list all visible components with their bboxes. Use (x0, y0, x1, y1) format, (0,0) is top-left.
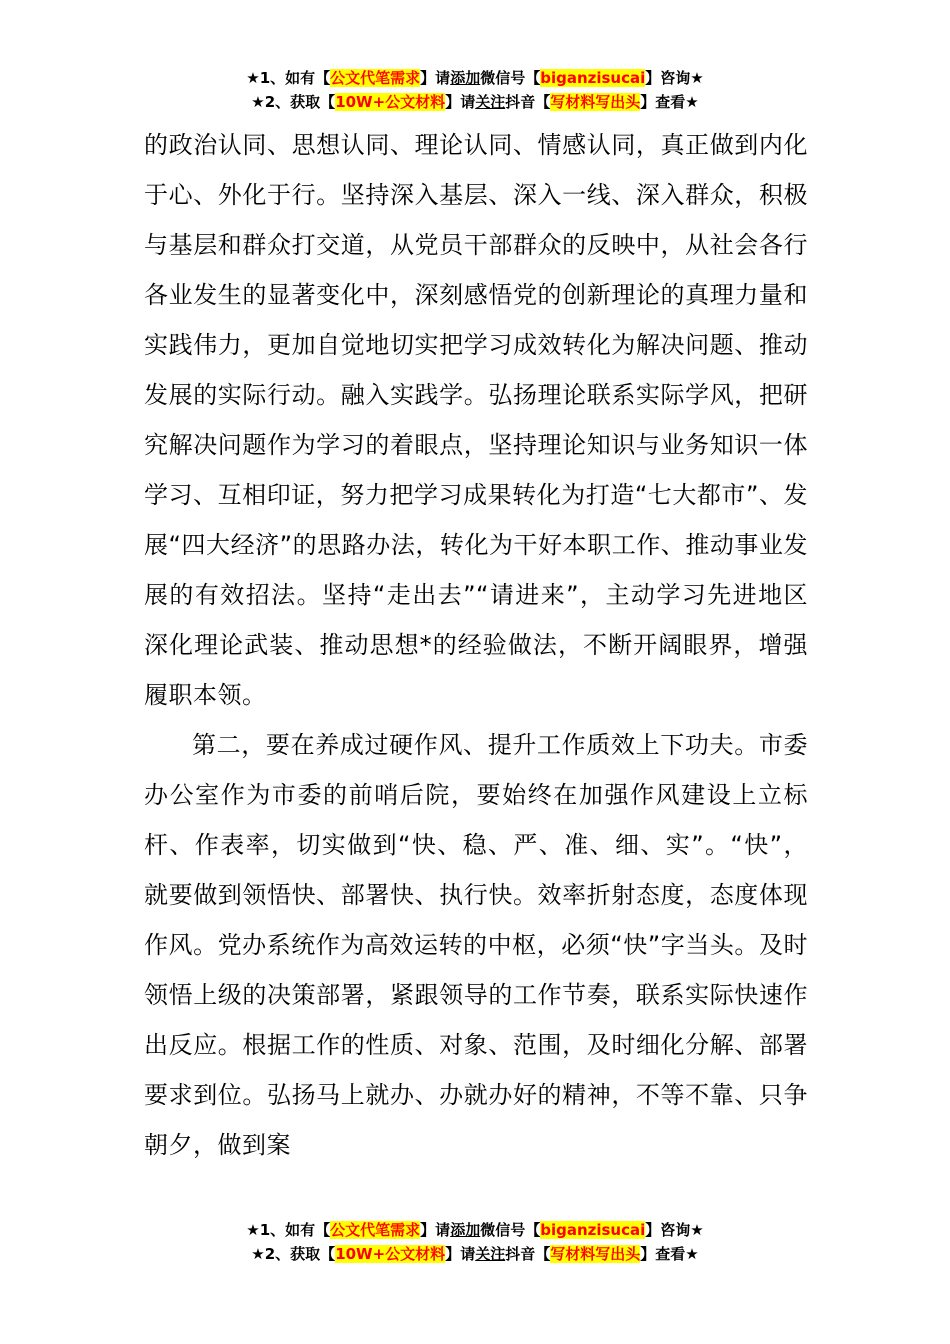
banner-text: ★1、如有【 (246, 69, 331, 87)
banner-highlight: 公文代笔需求 (330, 69, 421, 87)
banner-text: 】查看★ (640, 1245, 699, 1263)
banner-highlight: 写材料写出头 (550, 1245, 641, 1263)
banner-underlined: 关注 (475, 1245, 506, 1263)
banner-highlight: biganzisucai (540, 1221, 646, 1239)
banner-text: 抖音【 (505, 93, 551, 111)
banner-highlight: 10W+公文材料 (335, 93, 446, 111)
banner-text: 】请 (420, 1221, 451, 1239)
banner-text: ★2、获取【 (251, 1245, 336, 1263)
banner-text: 】请 (445, 1245, 476, 1263)
banner-highlight: 写材料写出头 (550, 93, 641, 111)
banner-text: 】请 (420, 69, 451, 87)
banner-line-2 (0, 90, 950, 114)
paragraph: 的政治认同、思想认同、理论认同、情感认同，真正做到内化于心、外化于行。坚持深入基层、深入一线、深入群众，积极与基层和群众打交道，从党员干部群众的反映中，从社会各行各业发生的显著变化中，深刻感悟党的创新理论的真理力量和实践伟力，更加自觉地切实把学习成效转化为解决问题、推动发展的实际行动。融入实践学。弘扬理论联系实际学风，把研究解决问题作为学习的着眼点，坚持理论知识与业务知识一体学习、互相印证，努力把学习成果转化为打造“七大都市”、发展“四大经济”的思路办法，转化为干好本职工作、推动事业发展的有效招法。坚持“走出去”“请进来”，主动学习先进地区深化理论武装、推动思想*的经验做法，不断开阔眼界，增强履职本领。 (144, 131, 808, 709)
banner-underlined: 添加 (450, 1221, 481, 1239)
banner-highlight: 公文代笔需求 (330, 1221, 421, 1239)
banner-text: ★2、获取【 (251, 93, 336, 111)
banner-underlined: 关注 (475, 93, 506, 111)
banner-text: 】咨询★ (645, 1221, 704, 1239)
banner-highlight: 10W+公文材料 (335, 1245, 446, 1263)
banner-text: ★1、如有【 (246, 1221, 331, 1239)
banner-text: 抖音【 (505, 1245, 551, 1263)
banner-underlined: 添加 (450, 69, 481, 87)
banner-highlight: biganzisucai (540, 69, 646, 87)
header-banner (0, 66, 950, 114)
banner-text: 】查看★ (640, 93, 699, 111)
banner-text: 】请 (445, 93, 476, 111)
banner-line-1 (0, 1218, 950, 1242)
banner-text: 微信号【 (480, 1221, 541, 1239)
banner-line-2 (0, 1242, 950, 1266)
banner-text: 微信号【 (480, 69, 541, 87)
footer-banner (0, 1218, 950, 1266)
paragraph: 第二，要在养成过硬作风、提升工作质效上下功夫。市委办公室作为市委的前哨后院，要始终在加强作风建设上立标杆、作表率，切实做到“快、稳、严、准、细、实”。“快”，就要做到领悟快、部署快、执行快。效率折射态度，态度体现作风。党办系统作为高效运转的中枢，必须“快”字当头。及时领悟上级的决策部署，紧跟领导的工作节奏，联系实际快速作出反应。根据工作的性质、对象、范围，及时细化分解、部署要求到位。弘扬马上就办、办就办好的精神，不等不靠、只争朝夕，做到案 (144, 731, 808, 1159)
document-body (144, 120, 808, 1170)
banner-line-1 (0, 66, 950, 90)
banner-text: 】咨询★ (645, 69, 704, 87)
